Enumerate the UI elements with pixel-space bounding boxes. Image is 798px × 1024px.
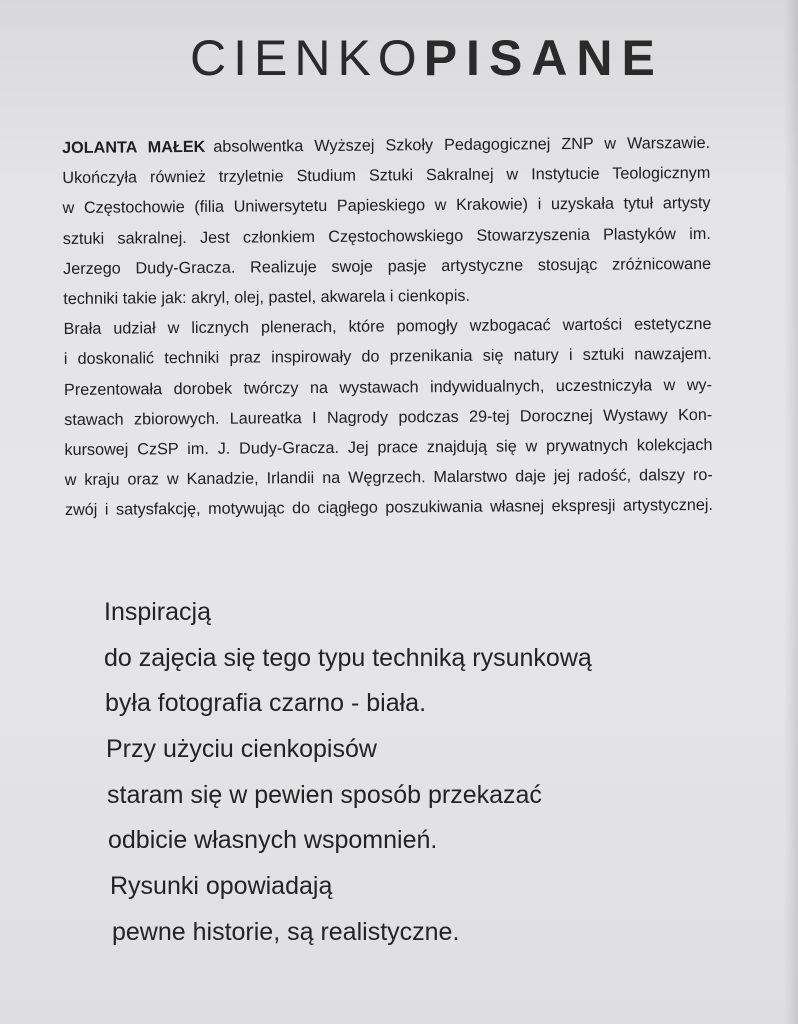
statement-line: staram się w pewien sposób przekazać <box>107 780 542 809</box>
artist-name: JOLANTA MAŁEK <box>62 137 206 157</box>
statement-line: do zajęcia się tego typu techniką rysunkową <box>104 643 592 672</box>
artist-statement <box>104 590 664 956</box>
panel-edge-shadow <box>784 0 798 1024</box>
bio-line: Ukończyła również trzyletnie Studium Sztuki Sakralnej w Instytucie Teologicznym <box>62 164 711 188</box>
bio-line: sztuki sakralnej. Jest członkiem Częstochowskiego Stowarzyszenia Plastyków im. <box>62 224 711 248</box>
bio-line-text: absolwentka Wyższej Szkoły Pedagogicznej ZNP w Warszawie. <box>213 133 711 156</box>
bio-line: i doskonalić techniki praz inspirowały do przenikania się natury i sztuki nawzajem. <box>63 345 712 369</box>
exhibition-title <box>190 26 750 90</box>
bio-line: w Częstochowie (filia Uniwersytetu Papieskiego w Krakowie) i uzyskała tytuł artysty <box>62 194 711 218</box>
statement-line: pewne historie, są realistyczne. <box>112 917 460 946</box>
title-bold-part: PISANE <box>423 30 664 86</box>
bio-line: Prezentowała dorobek twórczy na wystawach indywidualnych, uczestniczyła w wy- <box>63 375 713 399</box>
bio-line: kursowej CzSP im. J. Dudy-Gracza. Jej prace znajdują się w prywatnych kolekcjach <box>64 435 713 459</box>
statement-line: Inspiracją <box>104 598 211 626</box>
artist-biography <box>62 128 713 526</box>
bio-line: stawach zbiorowych. Laureatka I Nagrody podczas 29-tej Dorocznej Wystawy Kon- <box>64 405 713 429</box>
bio-line: Brała udział w licznych plenerach, które pomogły wzbogacać wartości estetyczne <box>63 315 712 339</box>
bio-line: techniki takie jak: akryl, olej, pastel, akwarela i cienkopis. <box>63 286 471 308</box>
bio-line: zwój i satysfakcję, motywując do ciągłego poszukiwania własnej ekspresji artystycznej. <box>64 496 714 520</box>
statement-line: Rysunki opowiadają <box>110 872 333 901</box>
statement-line: odbicie własnych wspomnień. <box>108 826 438 855</box>
bio-line: Jerzego Dudy-Gracza. Realizuje swoje pasje artystyczne stosując zróżnicowane <box>62 254 712 278</box>
title-light-part: CIENKO <box>190 30 424 86</box>
statement-line: Przy użyciu cienkopisów <box>106 735 377 764</box>
statement-line: była fotografia czarno - biała. <box>105 689 427 718</box>
bio-line: w kraju oraz w Kanadzie, Irlandii na Węgrzech. Malarstwo daje jej radość, dalszy ro- <box>64 465 713 490</box>
